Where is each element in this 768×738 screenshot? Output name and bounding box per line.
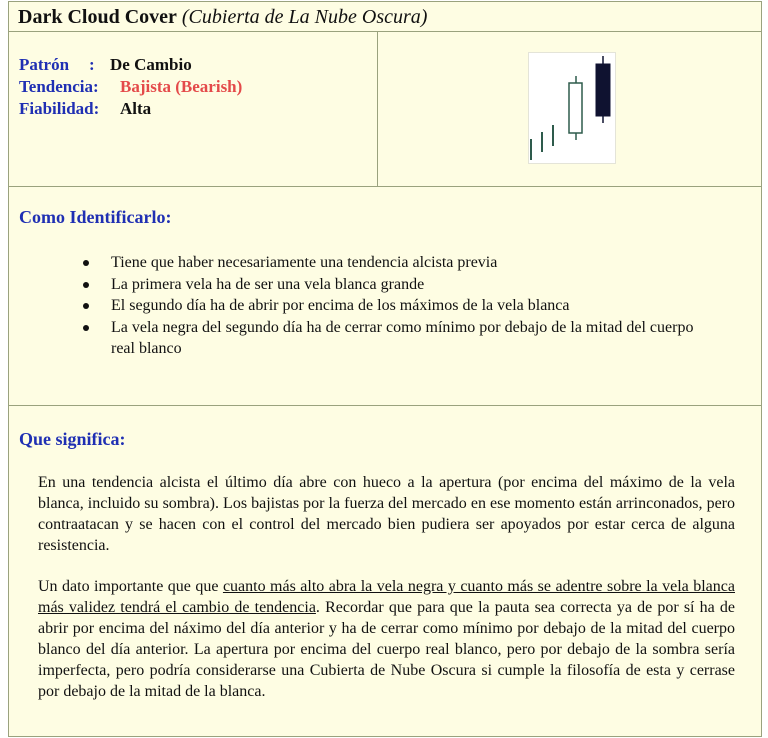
identify-list [81,252,721,360]
pattern-line [19,55,192,75]
pattern-sheet [8,1,762,737]
identify-bullet: La primera vela ha de ser una vela blanca grande [81,274,721,296]
trend-value: Bajista (Bearish) [120,77,243,96]
info-panel [9,32,378,186]
info-section [9,32,761,187]
identify-section [9,186,761,406]
black-candle-body [596,64,610,116]
identify-bullet: Tiene que haber necesariamente una tendencia alcista previa [81,252,721,274]
reliability-line [19,99,151,119]
identify-bullet: La vela negra del segundo día ha de cerrar como mínimo por debajo de la mitad del cuerpo real blanco [81,317,721,360]
reliability-label: Fiabilidad: [19,99,100,118]
meaning-heading: Que significa: [19,429,126,449]
candlestick-svg [529,53,615,163]
reliability-value: Alta [120,99,152,118]
paragraph-2-emphasis: cuanto más alto abra la vela negra y cuanto más se adentre sobre la vela blanca más validez tendrá el cambio de tendencia [38,578,735,616]
identify-heading: Como Identificarlo: [19,207,172,227]
pattern-value: De Cambio [110,55,192,74]
meaning-paragraph-2 [38,576,735,702]
title-spanish: (Cubierta de La Nube Oscura) [181,6,428,28]
pattern-separator: : [89,55,95,74]
paragraph-2-end: . Recordar que para que la pauta sea correcta ya de por sí ha de abrir por encima del náximo del día anterior y ha de cerrar como mínimo por debajo de la mitad del cuerpo blanco del día anterior. La apertura por encima del cuerpo real blanco, pero por debajo de la sombra sería imperfecta, pero podría considerarse una Cubierta de Nube Oscura si cumple la filosofía de esta y cerrase por debajo de la mitad de la blanca. [38,599,736,700]
identify-bullet: El segundo día ha de abrir por encima de los máximos de la vela blanca [81,295,721,317]
paragraph-2-start: Un dato importante que que [38,578,223,595]
candlestick-illustration [528,52,616,164]
trend-line [19,77,242,97]
pattern-title [9,2,761,32]
meaning-section [9,405,761,738]
pattern-label: Patrón [19,55,70,74]
meaning-paragraph-1: En una tendencia alcista el último día abre con hueco a la apertura (por encima del máximo de la vela blanca, incluido su sombra). Los bajistas por la fuerza del mercado en ese momento están arrinconados, pero contraatacan y se hacen con el control del mercado bien pudiera ser apoyados por estar cerca de alguna resistencia. [38,474,735,554]
white-candle-body [569,83,582,133]
trend-label: Tendencia: [19,77,99,96]
title-english: Dark Cloud Cover [18,6,177,28]
